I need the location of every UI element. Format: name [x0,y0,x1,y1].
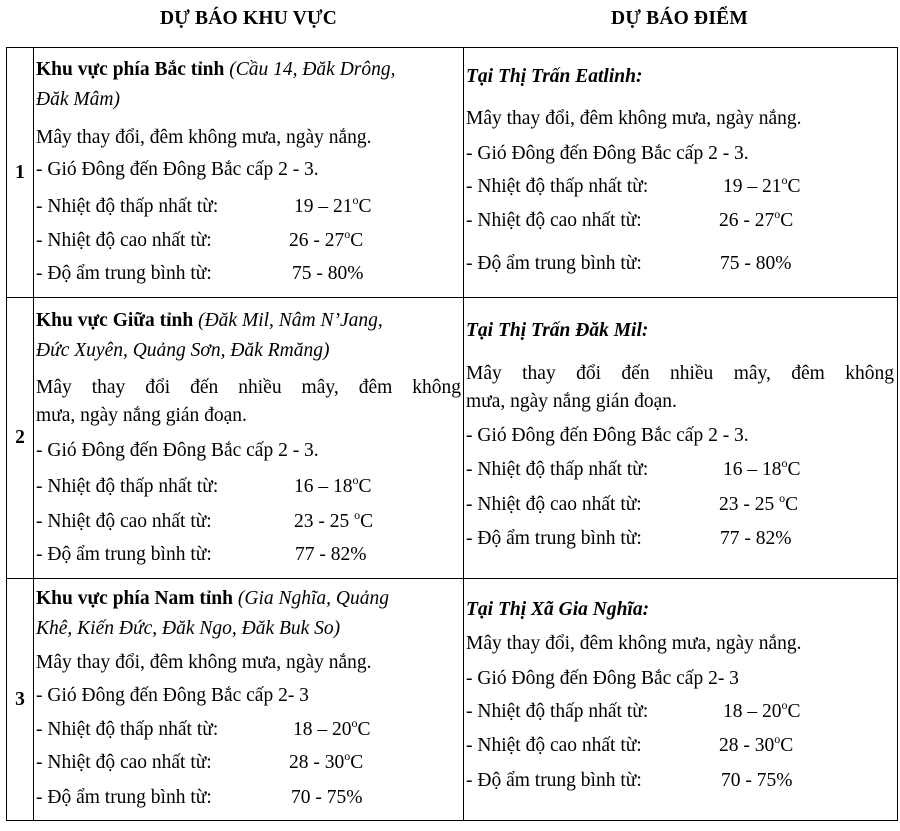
region-temp-min: - Nhiệt độ thấp nhất từ: 18 – 20$^o$C [36,715,371,740]
table-row [7,579,898,821]
table-row [7,48,898,298]
region-temp-max: - Nhiệt độ cao nhất từ: 28 - 30$^o$C [36,748,364,773]
temp-max-label: - Nhiệt độ cao nhất từ: [36,230,212,251]
temp-min-label: - Nhiệt độ thấp nhất từ: [36,196,219,217]
region-name: Khu vực Giữa tỉnh [36,310,194,331]
point-title: Tại Thị Xã Gia Nghĩa: [466,599,650,620]
region-description: Mây thay đổi, đêm không mưa, ngày nắng. [36,127,372,148]
point-cell [464,298,898,579]
point-title: Tại Thị Trấn Eatlinh: [466,66,643,87]
region-description: Mây thay đổi đến nhiều mây, đêm không [36,377,461,398]
point-temp-min: - Nhiệt độ thấp nhất từ: 19 – 21$^o$C [466,172,801,197]
point-humidity: - Độ ẩm trung bình từ: 75 - 80% [466,253,792,274]
header-regional-forecast: DỰ BÁO KHU VỰC [159,8,338,29]
region-wind: - Gió Đông đến Đông Bắc cấp 2 - 3. [36,159,319,180]
region-temp-min: - Nhiệt độ thấp nhất từ: 16 – 18$^o$C [36,472,372,497]
header-point-forecast: DỰ BÁO ĐIỂM [611,8,748,29]
region-description: Mây thay đổi, đêm không mưa, ngày nắng. [36,652,372,673]
region-name: Khu vực phía Nam tỉnh [36,588,233,609]
region-wind: - Gió Đông đến Đông Bắc cấp 2 - 3. [36,440,319,461]
region-temp-max: - Nhiệt độ cao nhất từ: 23 - 25 $^o$C [36,507,374,532]
point-temp-max: - Nhiệt độ cao nhất từ: 23 - 25 $^o$C [466,490,799,515]
region-title [36,309,383,333]
region-temp-min [36,192,372,219]
table-row [7,298,898,579]
region-districts-cont: Đức Xuyên, Quảng Sơn, Đăk Rmăng) [36,340,330,361]
regional-cell [34,579,464,821]
point-wind: - Gió Đông đến Đông Bắc cấp 2 - 3. [466,143,749,164]
humidity-value: 75 - 80% [292,263,364,284]
region-districts: (Đăk Mil, Nâm N’Jang, [198,310,383,331]
regional-cell [34,48,464,298]
row-number: 1 [7,48,34,298]
point-temp-max: - Nhiệt độ cao nhất từ: 28 - 30$^o$C [466,731,794,756]
point-title: Tại Thị Trấn Đăk Mil: [466,320,649,341]
point-temp-max: - Nhiệt độ cao nhất từ: 26 - 27$^o$C [466,206,794,231]
point-description: Mây thay đổi, đêm không mưa, ngày nắng. [466,108,802,129]
point-cell [464,579,898,821]
row-number: 3 [7,579,34,821]
point-humidity: - Độ ẩm trung bình từ: 77 - 82% [466,528,792,549]
point-wind: - Gió Đông đến Đông Bắc cấp 2 - 3. [466,425,749,446]
point-wind: - Gió Đông đến Đông Bắc cấp 2- 3 [466,668,739,689]
table-header [34,0,896,47]
region-title [36,587,389,611]
regional-cell [34,298,464,579]
point-cell [464,48,898,298]
point-description: Mây thay đổi đến nhiều mây, đêm không [466,363,894,384]
region-title [36,58,396,82]
point-temp-min: - Nhiệt độ thấp nhất từ: 18 – 20$^o$C [466,697,801,722]
region-humidity [36,262,364,286]
region-districts-cont: Khê, Kiến Đức, Đăk Ngo, Đăk Buk So) [36,618,341,639]
region-name: Khu vực phía Bắc tỉnh [36,59,225,80]
region-wind: - Gió Đông đến Đông Bắc cấp 2- 3 [36,685,309,706]
region-description-cont: mưa, ngày nắng gián đoạn. [36,405,247,426]
humidity-label: - Độ ẩm trung bình từ: [36,263,212,284]
region-districts: (Gia Nghĩa, Quảng [237,588,389,609]
point-temp-min: - Nhiệt độ thấp nhất từ: 16 – 18$^o$C [466,455,801,480]
region-districts: (Cầu 14, Đăk Drông, [229,59,396,80]
point-description: Mây thay đổi, đêm không mưa, ngày nắng. [466,633,802,654]
temp-max-value: 26 - 27$^o$C [289,226,364,251]
region-humidity: - Độ ẩm trung bình từ: 77 - 82% [36,544,367,565]
forecast-table [6,47,898,821]
point-description-cont: mưa, ngày nắng gián đoạn. [466,391,677,412]
row-number: 2 [7,298,34,579]
region-humidity: - Độ ẩm trung bình từ: 70 - 75% [36,787,363,808]
temp-min-value: 19 – 21$^o$C [294,192,372,217]
point-humidity: - Độ ẩm trung bình từ: 70 - 75% [466,770,793,791]
region-temp-max [36,226,364,253]
region-districts-cont: Đăk Mâm) [36,89,120,110]
